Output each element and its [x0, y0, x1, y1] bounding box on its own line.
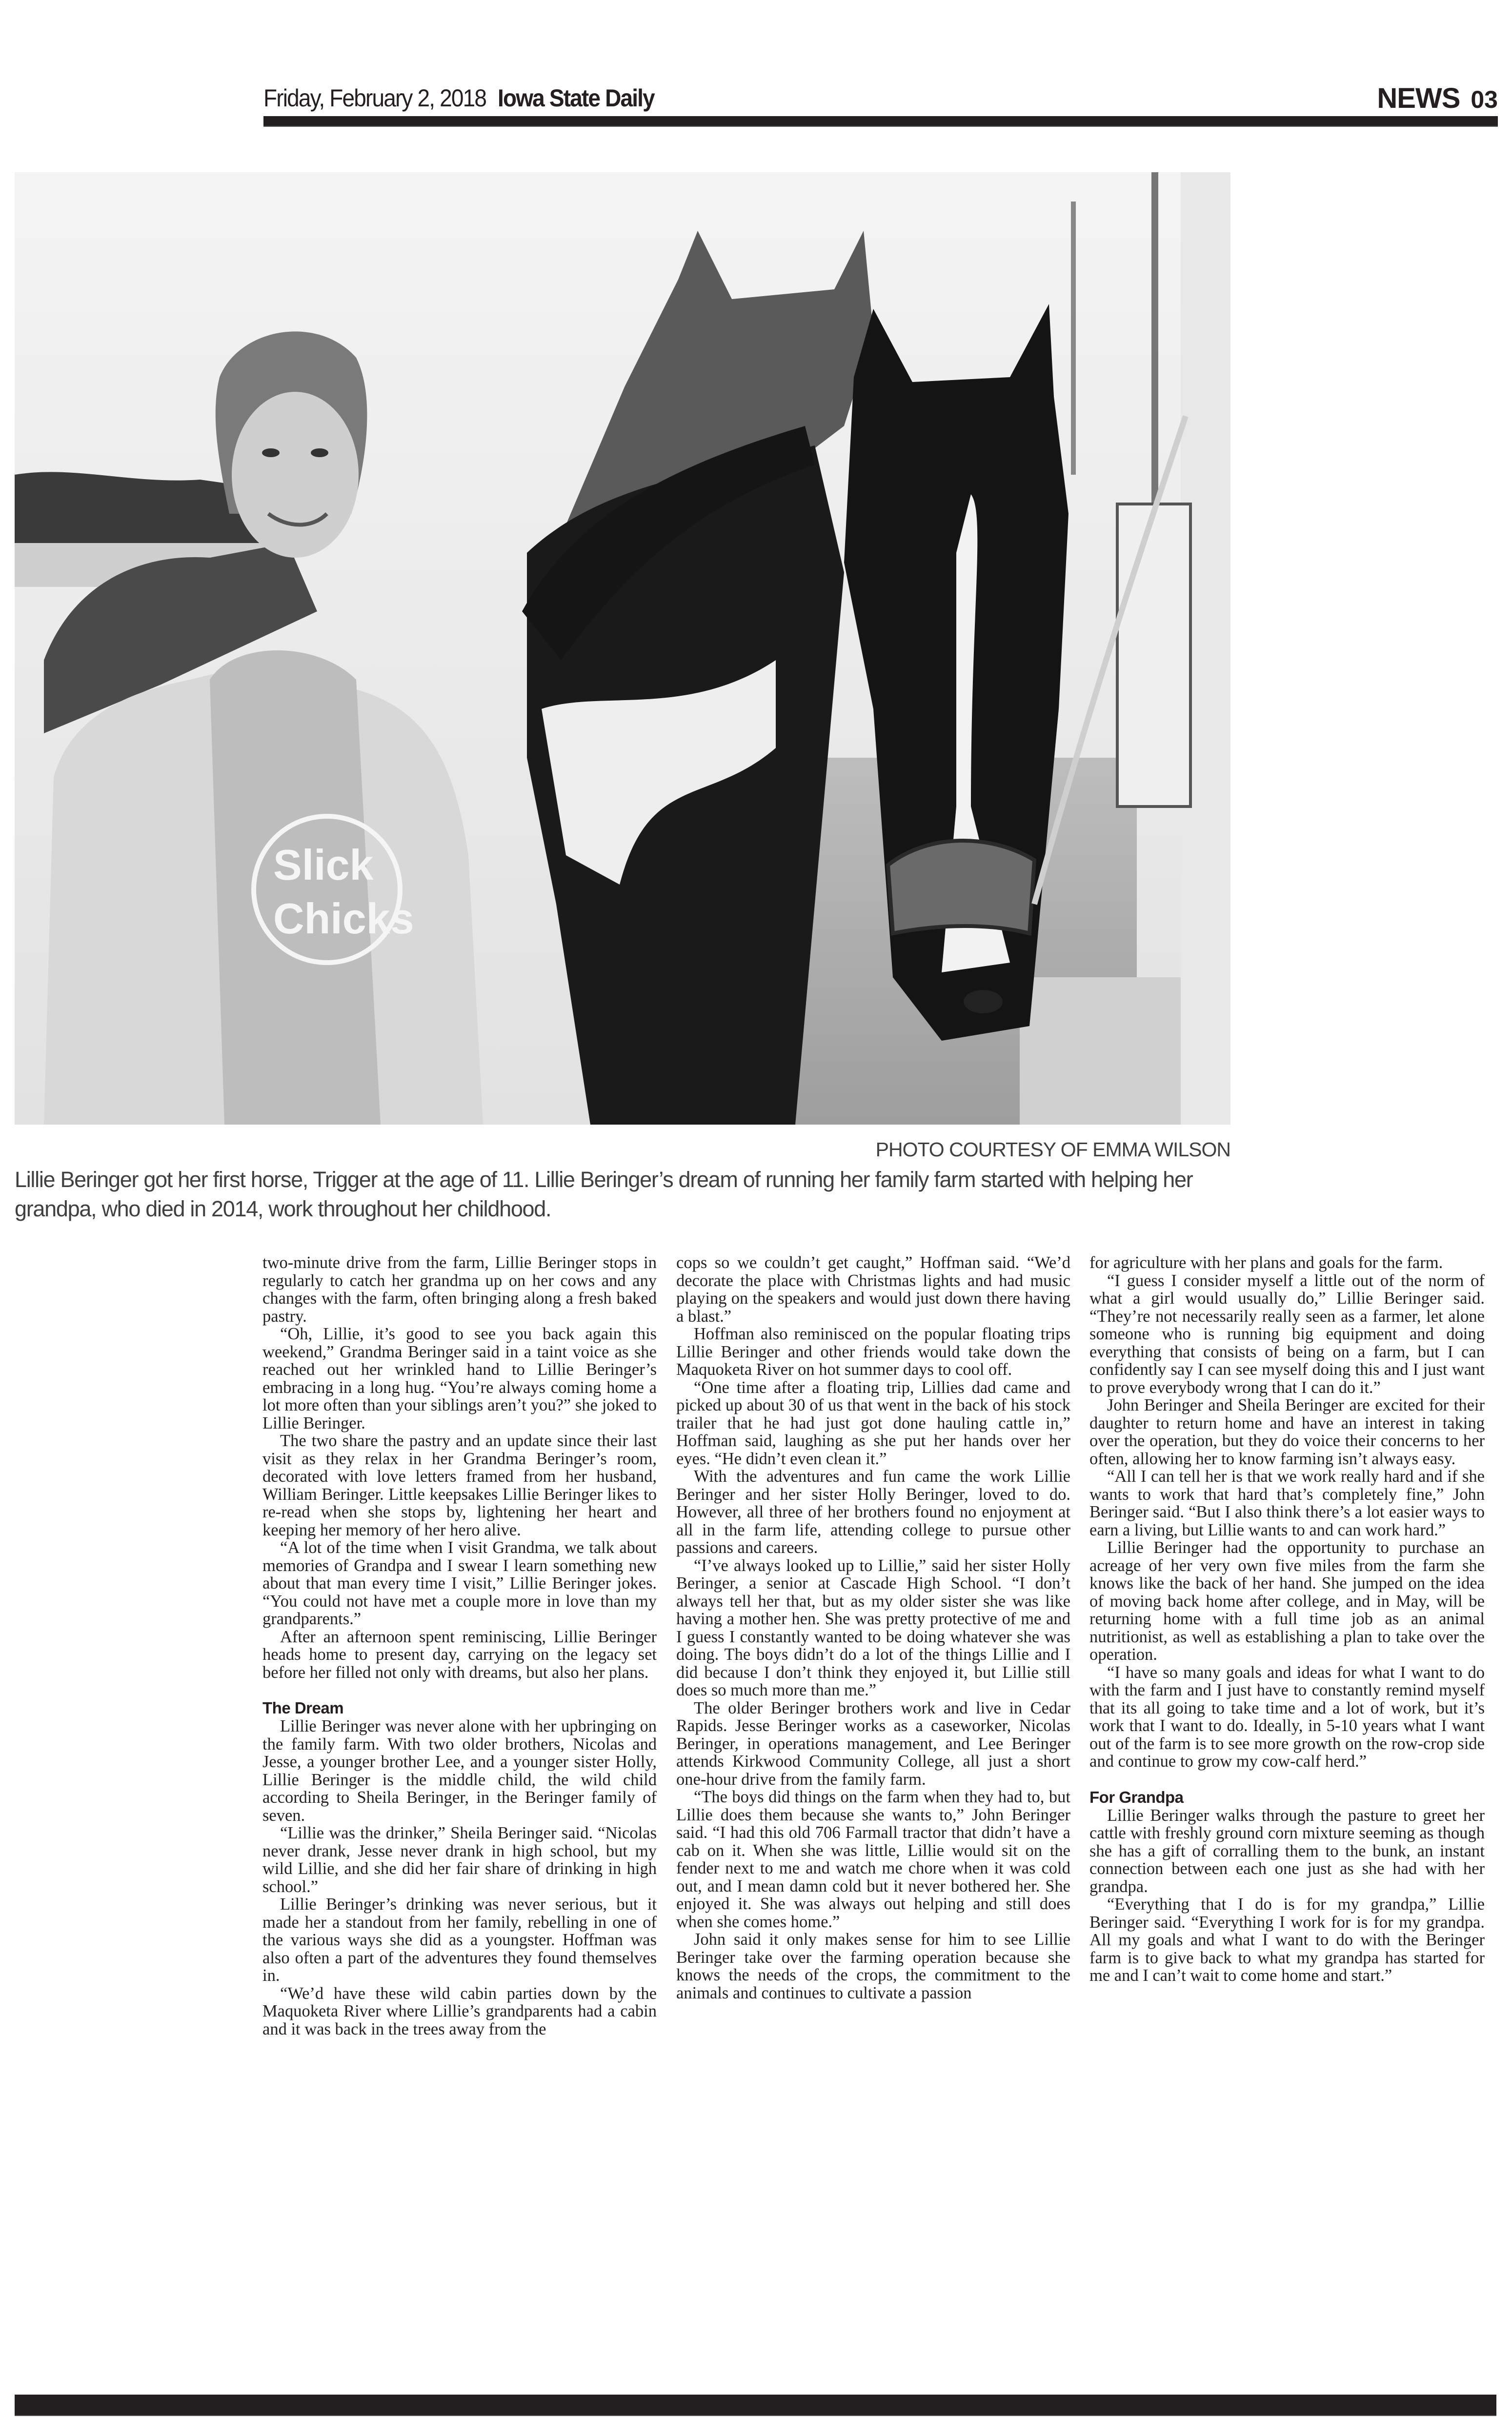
truck	[1117, 504, 1190, 806]
header-section	[1377, 82, 1498, 115]
article-paragraph: “I have so many goals and ideas for what I want to do with the farm and I just have to constantly remind myself that its all going to take time and a lot of work, but it’s work that I want to do. Ideally, in 5-10 years what I want out of the farm is to see more growth on the row-crop side and continue to grow my cow-calf herd.”	[1089, 1663, 1485, 1771]
woman-face	[232, 392, 359, 558]
article-paragraph: John said it only makes sense for him to see Lillie Beringer take over the farming operation because she knows the needs of the crops, the commitment to the animals and continues to cultivate a passion	[676, 1930, 1070, 2002]
article-paragraph: John Beringer and Sheila Beringer are excited for their daughter to return home and have an interest in taking over the operation, but they do voice their concerns to her often, allowing her to know farming isn’t always easy.	[1089, 1396, 1485, 1468]
studded-noseband	[888, 841, 1034, 933]
article-paragraph: Lillie Beringer walks through the pasture to greet her cattle with freshly ground corn mixture seeming as though she has a gift of corralling them to the bunk, an instant connection between each one just as she had with her grandpa.	[1089, 1806, 1485, 1896]
article-paragraph: Lillie Beringer was never alone with her upbringing on the family farm. With two older brothers, Nicolas and Jesse, a younger brother Lee, and a younger sister Holly, Lillie Beringer is the middle child, the wild child according to Sheila Beringer, in the Beringer family of seven.	[262, 1717, 657, 1825]
utility-pole	[1151, 172, 1158, 543]
article-paragraph: “We’d have these wild cabin parties down by the Maquoketa River where Lillie’s grandparents had a cabin and it was back in the trees away from the	[262, 1984, 657, 2038]
section-subhead: For Grandpa	[1089, 1788, 1184, 1806]
article-paragraph: “I’ve always looked up to Lillie,” said her sister Holly Beringer, a senior at Cascade High School. “I don’t always tell her that, but as my older sister she was like having a mother hen. She was pretty protective of me and I guess I constantly wanted to be doing whatever she was doing. The boys didn’t do a lot of the things Lillie and I did because I don’t think they enjoyed it, but Lillie still does so much more than me.”	[676, 1556, 1070, 1699]
article-paragraph: “I guess I consider myself a little out of the norm of what a girl would usually do,” Lillie Beringer said. “They’re not necessarily really seen as a farmer, let alone someone who is running big equipment and doing everything that consists of being on a farm, but I can confidently say I can see myself doing this and I just want to prove everybody wrong that I can do it.”	[1089, 1271, 1485, 1397]
photo-scene	[15, 172, 1230, 1125]
section-subhead: The Dream	[262, 1699, 344, 1717]
article-paragraph: Lillie Beringer had the opportunity to purchase an acreage of her very own five miles from the farm she knows like the back of her hand. She jumped on the idea of moving back home after college, and in May, will be returning home with a full time job as an animal nutritionist, as well as establishing a plan to take over the operation.	[1089, 1538, 1485, 1664]
article-column-1	[262, 1254, 657, 2038]
article-paragraph: “A lot of the time when I visit Grandma, we talk about memories of Grandpa and I swear I learn something new about that man every time I visit,” Lillie Beringer jokes. “You could not have met a couple more in love than my grandparents.”	[262, 1538, 657, 1628]
article-paragraph: “All I can tell her is that we work really hard and if she wants to work that hard that’s completely fine,” John Beringer said. “But I also think there’s a lot easier ways to earn a living, but Lillie wants to and can work hard.”	[1089, 1467, 1485, 1539]
article-paragraph: Lillie Beringer’s drinking was never serious, but it made her a standout from her family, rebelling in one of the various ways she did as a youngster. Hoffman was also often a part of the adventures they found themselves in.	[262, 1895, 657, 1985]
article-paragraph: Hoffman also reminisced on the popular floating trips Lillie Beringer and other friends would take down the Maquoketa River on hot summer days to cool off.	[676, 1325, 1070, 1379]
article-paragraph: The two share the pastry and an update since their last visit as they relax in her Grandma Beringer’s room, decorated with love letters framed from her husband, William Beringer. Little keepsakes Lillie Beringer likes to re-read when she stops by, lightening her heart and keeping her memory of her hero alive.	[262, 1431, 657, 1539]
header-dateline	[263, 84, 654, 112]
horse-nostril	[964, 990, 1003, 1013]
article-paragraph: for agriculture with her plans and goals for the farm.	[1089, 1253, 1443, 1272]
woman-eye-right	[311, 448, 328, 457]
section-name: NEWS	[1377, 82, 1460, 114]
article-paragraph: two-minute drive from the farm, Lillie Beringer stops in regularly to catch her grandma up on her cows and any changes with the farm, often bringing along a fresh baked pastry.	[262, 1253, 657, 1326]
article-paragraph: “Lillie was the drinker,” Sheila Beringer said. “Nicolas never drank, Jesse never drank in high school, but my wild Lillie, and she did her fair share of drinking in high school.”	[262, 1824, 657, 1896]
page-number: 03	[1471, 86, 1498, 113]
article-paragraph: With the adventures and fun came the work Lillie Beringer and her sister Holly Beringer, loved to do. However, all three of her brothers found no enjoyment at all in the farm life, attending college to pursue other passions and careers.	[676, 1467, 1070, 1557]
feature-photo	[15, 172, 1230, 1125]
article-paragraph: “One time after a floating trip, Lillies dad came and picked up about 30 of us that went in the back of his stock trailer that he had just got done hauling cattle in,” Hoffman said, laughing as she put her hands over her eyes. “He didn’t even clean it.”	[676, 1378, 1070, 1468]
article-paragraph: cops so we couldn’t get caught,” Hoffman said. “We’d decorate the place with Christmas lights and had music playing on the speakers and would just down there having a blast.”	[676, 1253, 1070, 1326]
photo-caption: Lillie Beringer got her first horse, Trigger at the age of 11. Lillie Beringer’s dream of running her family farm started with helping her grandpa, who died in 2014, work throughout her childhood.	[15, 1167, 1193, 1221]
concrete-bunk	[1020, 977, 1181, 1125]
article-paragraph: The older Beringer brothers work and live in Cedar Rapids. Jesse Beringer works as a caseworker, Nicolas Beringer, in operations management, and Lee Beringer attends Kirkwood Community College, all just a short one-hour drive from the family farm.	[676, 1698, 1070, 1789]
article-column-2	[676, 1254, 1070, 2002]
photo-credit: PHOTO COURTESY OF EMMA WILSON	[875, 1138, 1230, 1161]
utility-pole-2	[1071, 202, 1076, 475]
article-column-3	[1089, 1254, 1485, 1985]
article-paragraph: “The boys did things on the farm when they had to, but Lillie does them because she wants to,” John Beringer said. “I had this old 706 Farmall tractor that didn’t have a cab on it. When she was little, Lillie would sit on the fender next to me and watch me chore when it was cold out, and I mean damn cold but it never bothered her. She enjoyed it. She was always out helping and still does when she comes home.”	[676, 1788, 1070, 1931]
header-paper-name: Iowa State Daily	[498, 84, 654, 112]
footer-rule	[15, 2395, 1496, 2416]
header-rule	[263, 116, 1498, 127]
shirt-logo-text-2: Chicks	[273, 894, 414, 943]
woman-eye-left	[262, 448, 280, 457]
page-header	[263, 78, 1498, 122]
article-paragraph: After an afternoon spent reminiscing, Lillie Beringer heads home to present day, carrying on the legacy set before her filled not only with dreams, but also her plans.	[262, 1627, 657, 1682]
shirt-logo-text: Slick	[273, 841, 374, 889]
article-paragraph: “Everything that I do is for my grandpa,” Lillie Beringer said. “Everything I work for is for my grandpa. All my goals and what I want to do with the Beringer farm is to give back to what my grandpa has started for me and I can’t wait to come home and start.”	[1089, 1895, 1485, 1985]
article-paragraph: “Oh, Lillie, it’s good to see you back again this weekend,” Grandma Beringer said in a taint voice as she reached out her wrinkled hand to Lillie Beringer’s embracing in a long hug. “You’re always coming home a lot more often than your siblings aren’t you?” she joked to Lillie Beringer.	[262, 1325, 657, 1432]
header-date: Friday, February 2, 2018	[263, 84, 486, 112]
